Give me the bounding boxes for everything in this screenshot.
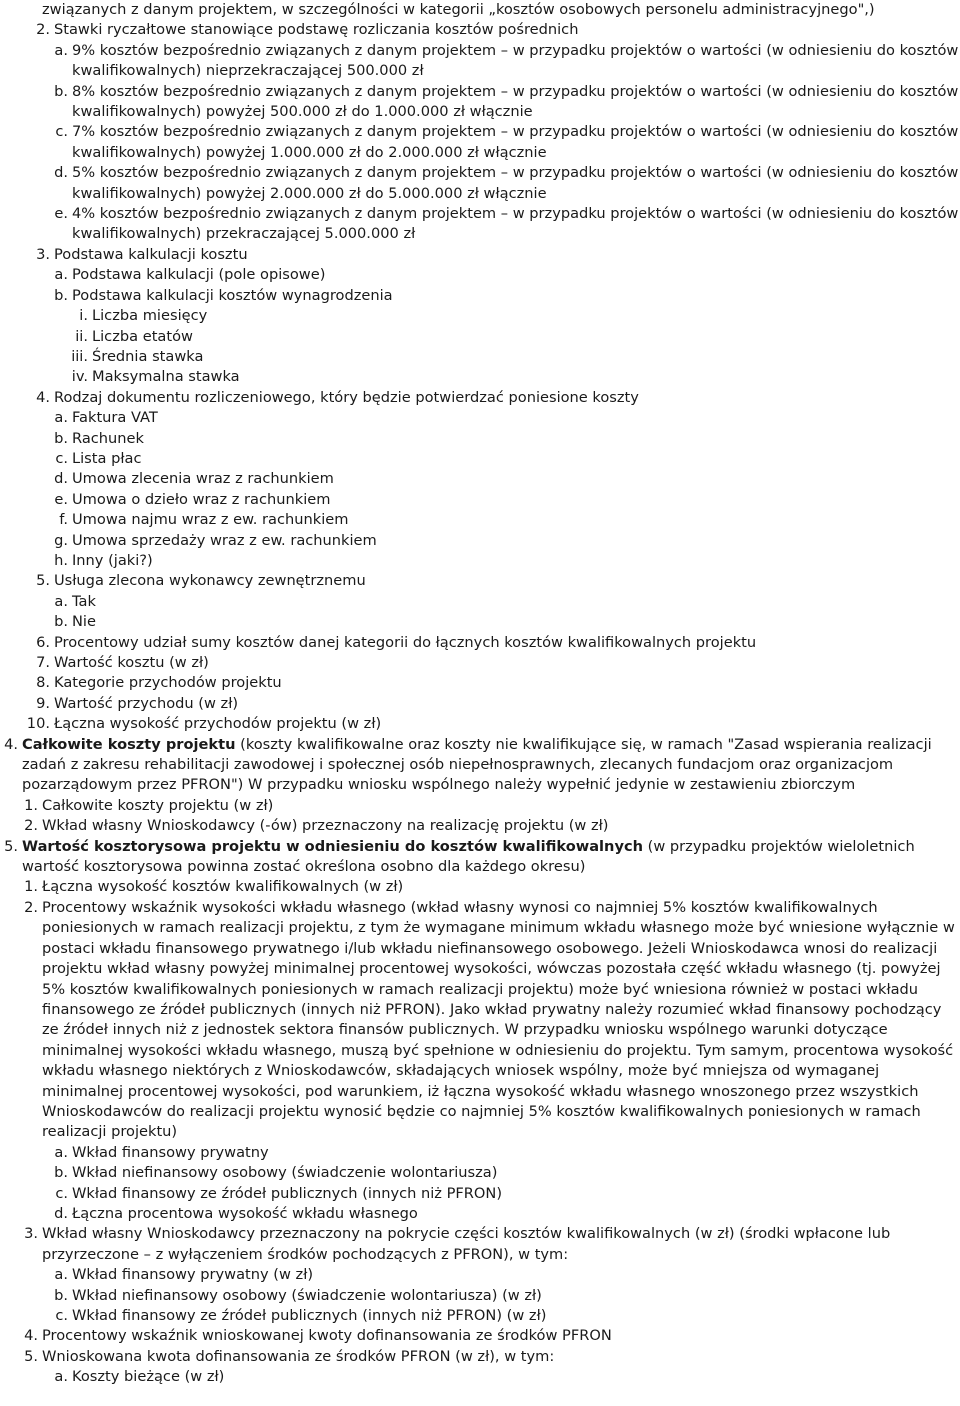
list-item-text: Usługa zlecona wykonawcy zewnętrznemu bbox=[54, 572, 366, 590]
list-marker: d. bbox=[54, 1204, 68, 1222]
list-item-text: Wkład własny Wnioskodawcy przeznaczony na pokrycie części kosztów kwalifikowalnych (w zł) (środki wpłacone lub przyrzeczone – z wyłączeniem środków pochodzących z PFRON), w tym: bbox=[42, 1225, 891, 1263]
list-item-text: Wartość przychodu (w zł) bbox=[54, 694, 239, 712]
list-marker: d. bbox=[54, 470, 68, 488]
list-item bbox=[0, 1367, 960, 1387]
list-marker: 3. bbox=[24, 1225, 38, 1243]
list-item-text: Umowa najmu wraz z ew. rachunkiem bbox=[72, 511, 349, 529]
list-item bbox=[0, 265, 960, 285]
list-item bbox=[0, 41, 960, 82]
list-item-text: Wkład finansowy ze źródeł publicznych (innych niż PFRON) (w zł) bbox=[72, 1307, 547, 1324]
list-item bbox=[0, 714, 960, 734]
list-marker: a. bbox=[54, 592, 68, 610]
list-item bbox=[0, 510, 960, 530]
list-marker: e. bbox=[54, 205, 68, 223]
list-marker: 2. bbox=[24, 817, 38, 835]
list-item-text: Liczba miesięcy bbox=[92, 307, 208, 325]
list-item-text: 9% kosztów bezpośrednio związanych z danym projektem – w przypadku projektów o wartości (w odniesieniu do kosztów kwalifikowalnych) nieprzekraczającej 500.000 zł bbox=[72, 41, 959, 80]
list-item bbox=[0, 1163, 960, 1183]
list-item bbox=[0, 837, 960, 878]
list-item bbox=[0, 122, 960, 163]
list-item bbox=[0, 163, 960, 204]
list-marker: iii. bbox=[71, 347, 88, 365]
list-item bbox=[0, 388, 960, 408]
list-item bbox=[0, 490, 960, 510]
list-item bbox=[0, 571, 960, 591]
section-heading: Całkowite koszty projektu bbox=[22, 735, 236, 753]
list-marker: a. bbox=[54, 1266, 68, 1284]
list-marker: f. bbox=[59, 511, 68, 529]
list-marker: iv. bbox=[71, 368, 88, 386]
list-item-text: Inny (jaki?) bbox=[72, 551, 153, 569]
list-item-text: Faktura VAT bbox=[72, 409, 158, 427]
list-item bbox=[0, 898, 960, 1143]
list-marker: 4. bbox=[24, 1327, 38, 1345]
list-item-text: Liczba etatów bbox=[92, 327, 193, 345]
list-item bbox=[0, 408, 960, 428]
list-item-text: Całkowite koszty projektu (w zł) bbox=[42, 796, 274, 814]
list-item bbox=[0, 612, 960, 632]
list-item-text: Procentowy wskaźnik wnioskowanej kwoty dofinansowania ze środków PFRON bbox=[42, 1327, 612, 1345]
list-item bbox=[0, 286, 960, 306]
list-item bbox=[0, 204, 960, 245]
list-item bbox=[0, 20, 960, 40]
list-item bbox=[0, 327, 960, 347]
list-marker: 9. bbox=[36, 694, 50, 712]
list-item bbox=[0, 551, 960, 571]
list-item bbox=[0, 1326, 960, 1346]
list-item bbox=[0, 816, 960, 836]
list-item bbox=[0, 673, 960, 693]
list-marker: a. bbox=[54, 41, 68, 59]
list-item bbox=[0, 796, 960, 816]
list-item bbox=[0, 306, 960, 326]
list-item-text: 8% kosztów bezpośrednio związanych z danym projektem – w przypadku projektów o wartości (w odniesieniu do kosztów kwalifikowalnych) powyżej 500.000 zł do 1.000.000 zł włącznie bbox=[72, 82, 959, 121]
list-marker: ii. bbox=[75, 327, 88, 345]
list-item-text: Wkład finansowy prywatny bbox=[72, 1143, 269, 1161]
list-item-text: Podstawa kalkulacji kosztów wynagrodzenia bbox=[72, 286, 393, 304]
list-item-text: Rachunek bbox=[72, 429, 144, 447]
list-item-text: Wkład finansowy ze źródeł publicznych (innych niż PFRON) bbox=[72, 1184, 503, 1202]
list-marker: 10. bbox=[26, 715, 50, 733]
list-item bbox=[0, 592, 960, 612]
list-item-text: 4% kosztów bezpośrednio związanych z danym projektem – w przypadku projektów o wartości (w odniesieniu do kosztów kwalifikowalnych) przekraczającej 5.000.000 zł bbox=[72, 205, 959, 243]
list-marker: 8. bbox=[36, 674, 50, 692]
list-item-text: 5% kosztów bezpośrednio związanych z danym projektem – w przypadku projektów o wartości (w odniesieniu do kosztów kwalifikowalnych) powyżej 2.000.000 zł do 5.000.000 zł włącznie bbox=[72, 164, 959, 202]
list-item-text: (w przypadku projektów wieloletnich wartość kosztorysowa powinna zostać określona osobno dla każdego okresu) bbox=[22, 837, 915, 876]
list-item-text: Lista płac bbox=[72, 449, 142, 467]
list-marker: c. bbox=[55, 123, 68, 141]
list-marker: b. bbox=[54, 613, 68, 631]
list-item bbox=[0, 1204, 960, 1224]
list-item-text: Nie bbox=[72, 613, 96, 631]
list-item-text: Łączna procentowa wysokość wkładu własnego bbox=[72, 1204, 418, 1222]
list-item bbox=[0, 694, 960, 714]
list-item-text: 7% kosztów bezpośrednio związanych z danym projektem – w przypadku projektów o wartości (w odniesieniu do kosztów kwalifikowalnych) powyżej 1.000.000 zł do 2.000.000 zł włącznie bbox=[72, 123, 959, 161]
list-marker: e. bbox=[54, 490, 68, 508]
list-item-text: Tak bbox=[72, 592, 96, 610]
section-heading: Wartość kosztorysowa projektu w odniesieniu do kosztów kwalifikowalnych bbox=[22, 837, 644, 855]
list-marker: 6. bbox=[36, 633, 50, 651]
list-item-text: Umowa o dzieło wraz z rachunkiem bbox=[72, 490, 331, 508]
list-item-text: Łączna wysokość kosztów kwalifikowalnych (w zł) bbox=[42, 878, 404, 896]
list-marker: 7. bbox=[36, 654, 50, 671]
list-item bbox=[0, 1286, 960, 1306]
list-marker: b. bbox=[54, 1286, 68, 1304]
list-item-text: Podstawa kalkulacji (pole opisowe) bbox=[72, 266, 326, 284]
list-marker: b. bbox=[54, 286, 68, 304]
list-item-text: Umowa sprzedaży wraz z ew. rachunkiem bbox=[72, 531, 377, 549]
list-item bbox=[0, 531, 960, 551]
list-item-text: Procentowy udział sumy kosztów danej kategorii do łącznych kosztów kwalifikowalnych projektu bbox=[54, 633, 757, 651]
list-item bbox=[0, 877, 960, 897]
list-item bbox=[0, 367, 960, 387]
list-marker: b. bbox=[54, 429, 68, 447]
list-item-text: Wkład niefinansowy osobowy (świadczenie wolontariusza) (w zł) bbox=[72, 1286, 542, 1304]
list-item-text: Maksymalna stawka bbox=[92, 368, 240, 386]
list-item bbox=[0, 245, 960, 265]
list-marker: g. bbox=[54, 531, 68, 549]
list-item-text: Średnia stawka bbox=[92, 347, 204, 365]
list-item bbox=[0, 82, 960, 123]
list-item-text: Podstawa kalkulacji kosztu bbox=[54, 245, 248, 263]
list-item bbox=[0, 347, 960, 367]
list-item bbox=[0, 1224, 960, 1265]
list-marker: 1. bbox=[24, 878, 38, 896]
list-item-text: (koszty kwalifikowalne oraz koszty nie kwalifikujące się, w ramach "Zasad wspierania realizacji zadań z zakresu rehabilitacji zawodowej i społecznej osób niepełnosprawnych, zlecanych fundacjom oraz organizacjom pozarządowym przez PFRON") W przypadku wniosku wspólnego należy wypełnić jedynie w zestawieniu zbiorczym bbox=[22, 735, 932, 794]
list-item bbox=[0, 1306, 960, 1326]
list-marker: a. bbox=[54, 409, 68, 427]
list-marker: b. bbox=[54, 82, 68, 100]
list-item-text: Procentowy wskaźnik wysokości wkładu własnego (wkład własny wynosi co najmniej 5% kosztów kwalifikowalnych poniesionych w ramach realizacji projektu, z tym że wymagane minimum wkładu własnego może być wniesione wyłącznie w postaci wkładu finansowego prywatnego i/lub wkładu niefinansowego osobowego. Jeżeli Wnioskodawca wnosi do realizacji projektu wkład własny powyżej minimalnej procentowej wysokości, wówczas pozostała część wkładu własnego (tj. powyżej 5% kosztów kwalifikowalnych poniesionych w ramach realizacji projektu) może być wniesiona również w postaci wkładu finansowego ze źródeł publicznych (innych niż PFRON). Jako wkład prywatny należy rozumieć wkład finansowy pochodzący ze źródeł innych niż z jednostek sektora finansów publicznych. W przypadku wniosku wspólnego warunki dotyczące minimalnej wysokości wkładu własnego, muszą być spełnione w odniesieniu do projektu. Tym samym, procentowa wysokość wkładu własnego niektórych z Wnioskodawców, składających wniosek wspólny, może być mniejsza od wymaganej minimalnej procentowej wysokości, pod warunkiem, iż łączna wysokość wkładu własnego wnoszonego przez wszystkich Wnioskodawców do realizacji projektu wynosić będzie co najmniej 5% kosztów kwalifikowalnych poniesionych w ramach realizacji projektu) bbox=[42, 898, 955, 1141]
list-item bbox=[0, 1347, 960, 1367]
list-marker: 5. bbox=[24, 1347, 38, 1365]
list-marker: a. bbox=[54, 1368, 68, 1386]
list-marker: c. bbox=[55, 449, 68, 467]
list-item-text: Stawki ryczałtowe stanowiące podstawę rozliczania kosztów pośrednich bbox=[54, 21, 579, 39]
list-item bbox=[0, 735, 960, 796]
list-item-text: Wkład własny Wnioskodawcy (-ów) przeznaczony na realizację projektu (w zł) bbox=[42, 817, 609, 835]
list-marker: 2. bbox=[36, 21, 50, 39]
list-marker: b. bbox=[54, 1164, 68, 1182]
list-marker: 1. bbox=[24, 796, 38, 814]
list-marker: a. bbox=[54, 1143, 68, 1161]
list-item bbox=[0, 633, 960, 653]
list-item bbox=[0, 429, 960, 449]
list-marker: 5. bbox=[4, 837, 18, 855]
list-marker: c. bbox=[55, 1307, 68, 1324]
list-item bbox=[0, 1265, 960, 1285]
list-marker: 5. bbox=[36, 572, 50, 590]
list-item-text: Koszty bieżące (w zł) bbox=[72, 1368, 225, 1386]
list-item bbox=[0, 449, 960, 469]
list-marker: c. bbox=[55, 1184, 68, 1202]
list-item-text: związanych z danym projektem, w szczególności w kategorii „kosztów osobowych personelu administracyjnego",) bbox=[42, 1, 875, 18]
list-item-text: Kategorie przychodów projektu bbox=[54, 674, 282, 692]
list-marker: a. bbox=[54, 266, 68, 284]
list-item-text: Wkład finansowy prywatny (w zł) bbox=[72, 1266, 314, 1284]
list-item bbox=[0, 1143, 960, 1163]
list-item-text: Rodzaj dokumentu rozliczeniowego, który będzie potwierdzać poniesione koszty bbox=[54, 388, 639, 406]
list-item-text: Wartość kosztu (w zł) bbox=[54, 654, 209, 671]
list-item-text: Umowa zlecenia wraz z rachunkiem bbox=[72, 470, 334, 488]
list-item bbox=[0, 653, 960, 673]
list-item-text: Wkład niefinansowy osobowy (świadczenie wolontariusza) bbox=[72, 1164, 498, 1182]
list-marker: h. bbox=[54, 551, 68, 569]
list-item bbox=[0, 0, 960, 20]
list-item-text: Łączna wysokość przychodów projektu (w zł) bbox=[54, 715, 382, 733]
list-item bbox=[0, 1184, 960, 1204]
list-marker: i. bbox=[79, 307, 88, 325]
list-marker: 3. bbox=[36, 245, 50, 263]
list-marker: 2. bbox=[24, 898, 38, 916]
list-marker: 4. bbox=[36, 388, 50, 406]
list-item-text: Wnioskowana kwota dofinansowania ze środków PFRON (w zł), w tym: bbox=[42, 1347, 555, 1365]
list-marker: 4. bbox=[4, 735, 18, 753]
list-item bbox=[0, 469, 960, 489]
list-marker: d. bbox=[54, 164, 68, 182]
